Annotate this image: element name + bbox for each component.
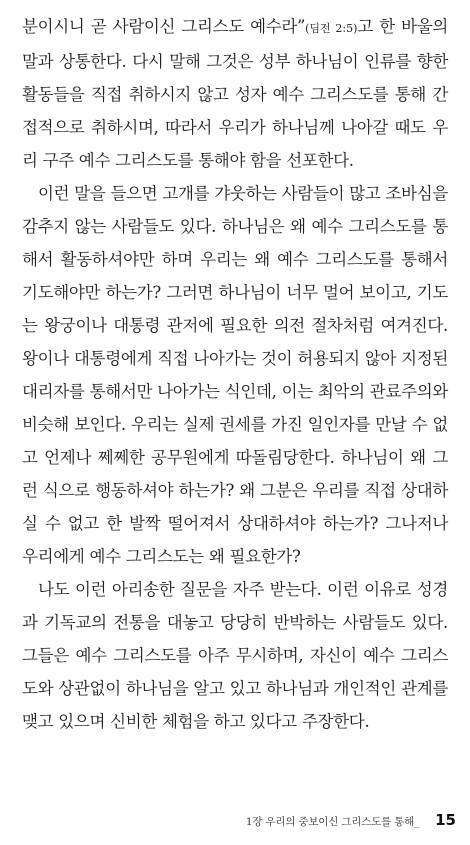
paragraph-1-text-a: 분이시니 곧 사람이신 그리스도 예수라”: [22, 17, 306, 36]
paragraph-1-text-b: 고 한 바울의 말과 상통한다. 다시 말해 그것은 성부 하나님이 인류를 향한 활동들을 직접 취하시지 않고 성자 예수 그리스도를 통해 간접적으로 취하시며, 따라서 우리가 하나님께 나아갈 때도 우리 구주 예수 그리스도를 통해야 함을 선포한다.: [22, 17, 448, 170]
paragraph-1: [22, 10, 448, 177]
running-head: 1장 우리의 중보이신 그리스도를 통해_: [245, 816, 420, 828]
page-number: 15: [435, 811, 456, 829]
bible-citation: (딤전 2:5): [305, 22, 358, 35]
paragraph-2: 이런 말을 들으면 고개를 갸웃하는 사람들이 많고 조바심을 감추지 않는 사람들도 있다. 하나님은 왜 예수 그리스도를 통해서 활동하셔야만 하며 우리는 왜 예수 그리스도를 통해서 기도해야만 하는가? 그러면 하나님이 너무 멀어 보이고, 기도는 왕궁이나 대통령 관저에 필요한 의전 절차처럼 여겨진다. 왕이나 대통령에게 직접 나아가는 것이 허용되지 않아 지정된 대리자를 통해서만 나아가는 식인데, 이는 최악의 관료주의와 비슷해 보인다. 우리는 실제 권세를 가진 일인자를 만날 수 없고 언제나 쩨쩨한 공무원에게 따돌림당한다. 하나님이 왜 그런 식으로 행동하셔야 하는가? 왜 그분은 우리를 직접 상대하실 수 없고 한 발짝 떨어져서 상대하셔야 하는가? 그나저나 우리에게 예수 그리스도는 왜 필요한가?: [22, 184, 448, 566]
body-text: [22, 10, 448, 738]
page-footer: [22, 811, 456, 829]
paragraph-3: 나도 이런 아리송한 질문을 자주 받는다. 이런 이유로 성경과 기독교의 전통을 대놓고 당당히 반박하는 사람들도 있다. 그들은 예수 그리스도를 아주 무시하며, 자신이 예수 그리스도와 상관없이 하나님을 알고 있고 하나님과 개인적인 관계를 맺고 있으며 신비한 체험을 하고 있다고 주장한다.: [22, 580, 448, 731]
